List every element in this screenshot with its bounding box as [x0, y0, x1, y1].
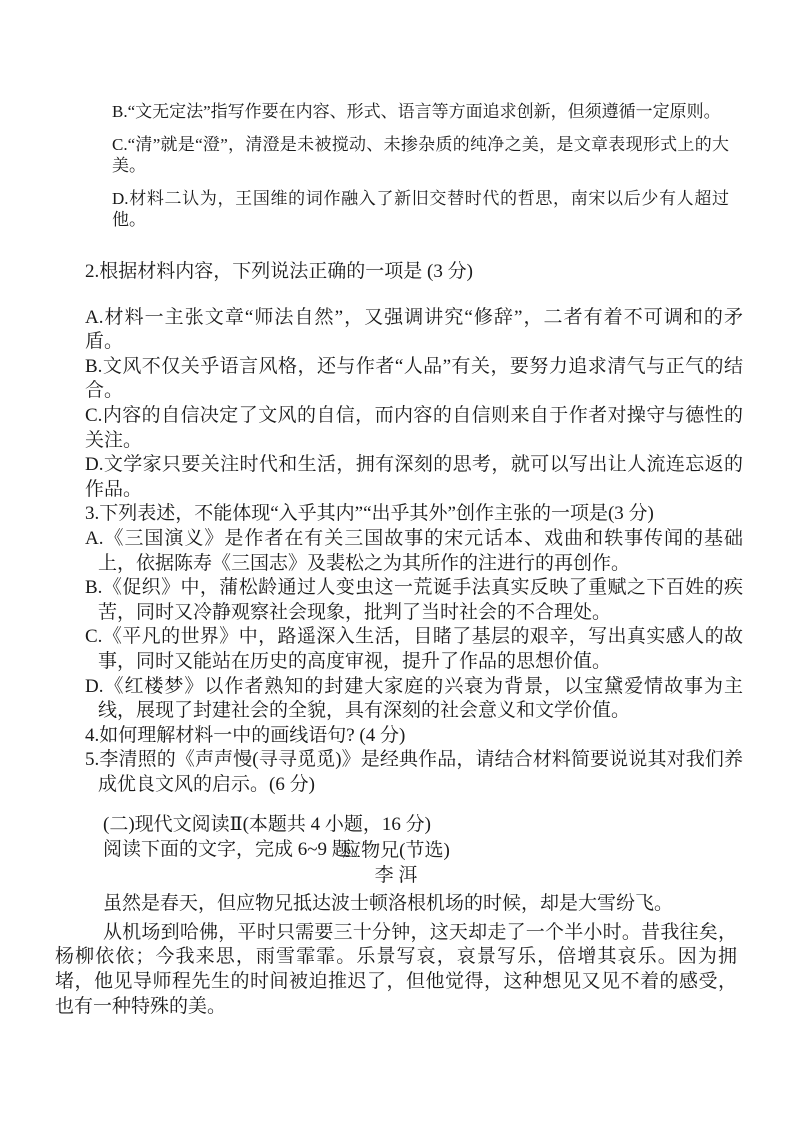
section2-instruction: 阅读下面的文字，完成 6~9 题。 [103, 839, 370, 861]
question1-option-d: D.材料二认为，王国维的词作融入了新旧交替时代的哲思，南宋以后少有人超过他。 [112, 189, 729, 229]
question3-option-c: C.《平凡的世界》中，路遥深入生活，目睹了基层的艰辛，写出真实感人的故事，同时又能站在历史的高度审视，提升了作品的思想价值。 [85, 626, 743, 672]
question5-stem: 5.李清照的《声声慢(寻寻觅觅)》是经典作品，请结合材料简要说说其对我们养成优良文风的启示。(6 分) [85, 749, 743, 795]
question2-option-c: C.内容的自信决定了文风的自信，而内容的自信则来自于作者对操守与德性的关注。 [85, 404, 743, 451]
question3-stem: 3.下列表述，不能体现“入乎其内”“出乎其外”创作主张的一项是(3 分) [85, 503, 654, 525]
section2-heading: (二)现代文阅读Ⅱ(本题共 4 小题，16 分) [103, 814, 431, 836]
passage-author: 李 洱 [374, 864, 418, 886]
passage-paragraph-1: 虽然是春天，但应物兄抵达波士顿洛根机场的时候，却是大雪纷飞。 [103, 893, 674, 915]
question3-option-a: A.《三国演义》是作者在有关三国故事的宋元话本、戏曲和轶事传闻的基础上，依据陈寿《三国志》及裴松之为其所作的注进行的再创作。 [85, 527, 743, 574]
question2-option-a: A.材料一主张文章“师法自然”，又强调讲究“修辞”，二者有着不可调和的矛盾。 [85, 306, 743, 353]
question1-option-b: B.“文无定法”指写作要在内容、形式、语言等方面追求创新，但须遵循一定原则。 [112, 102, 721, 121]
question2-stem: 2.根据材料内容，下列说法正确的一项是 (3 分) [85, 261, 473, 282]
questions-block [85, 260, 743, 863]
passage-title: 应物兄(节选) [342, 840, 450, 861]
question3-option-d: D.《红楼梦》以作者熟知的封建大家庭的兴衰为背景，以宝黛爱情故事为主线，展现了封建社会的全貌，具有深刻的社会意义和文学价值。 [85, 675, 743, 722]
reading-passage-block [55, 839, 737, 1019]
question4-stem: 4.如何理解材料一中的画线语句? (4 分) [85, 724, 406, 746]
question1-option-c: C.“清”就是“澄”，清澄是未被搅动、未掺杂质的纯净之美，是文章表现形式上的大美。 [112, 135, 729, 175]
question3-option-b: B.《促织》中，蒲松龄通过人变虫这一荒诞手法真实反映了重赋之下百姓的疾苦，同时又冷静观察社会现象，批判了当时社会的不合理处。 [85, 577, 743, 623]
passage-paragraph-2: 从机场到哈佛，平时只需要三十分钟，这天却走了一个半小时。昔我往矣，杨柳依依；今我来思，雨雪霏霏。乐景写哀，哀景写乐，倍增其哀乐。因为拥堵，他见导师程先生的时间被迫推迟了，但他觉得，这种想见又见不着的感受，也有一种特殊的美。 [55, 921, 737, 1017]
question1-options-block [112, 101, 729, 242]
question2-option-b: B.文风不仅关乎语言风格，还与作者“人品”有关，要努力追求清气与正气的结合。 [85, 355, 743, 402]
question2-option-d: D.文学家只要关注时代和生活，拥有深刻的思考，就可以写出让人流连忘返的作品。 [85, 454, 743, 500]
